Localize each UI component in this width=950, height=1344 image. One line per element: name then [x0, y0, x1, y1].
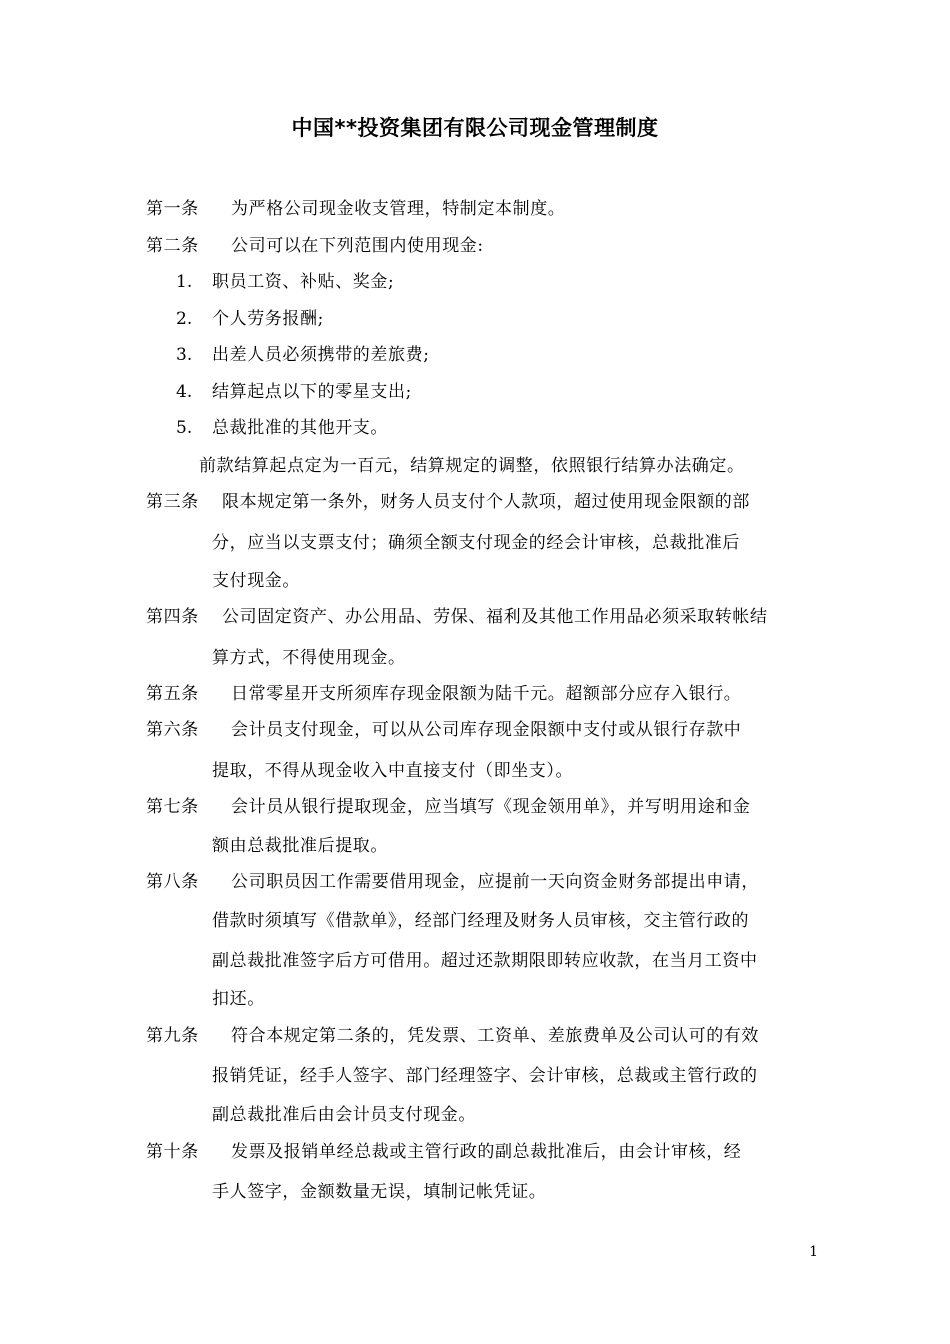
article-9-line-3: 副总裁批准后由会计员支付现金。 [212, 1105, 476, 1125]
article-4-line-1: 公司固定资产、办公用品、劳保、福利及其他工作用品必须采取转帐结 [222, 607, 768, 627]
article-9-label: 第九条 [146, 1026, 199, 1046]
article-2-note: 前款结算起点定为一百元，结算规定的调整，依照银行结算办法确定。 [199, 456, 745, 476]
article-5-text: 日常零星开支所须库存现金限额为陆千元。超额部分应存入银行。 [231, 684, 742, 704]
article-3-line-1: 限本规定第一条外，财务人员支付个人款项，超过使用现金限额的部 [222, 492, 750, 512]
list-item-text: 结算起点以下的零星支出; [212, 382, 412, 402]
article-7-line-2: 额由总裁批准后提取。 [212, 836, 388, 856]
article-10-label: 第十条 [146, 1142, 199, 1162]
article-8-line-2: 借款时须填写《借款单》，经部门经理及财务人员审核，交主管行政的 [212, 911, 750, 931]
page-title: 中国**投资集团有限公司现金管理制度 [291, 116, 659, 140]
list-item-number: 5. [176, 418, 193, 438]
article-9-line-1: 符合本规定第二条的，凭发票、工资单、差旅费单及公司认可的有效 [231, 1026, 759, 1046]
article-8-line-3: 副总裁批准签字后方可借用。超过还款期限即转应收款，在当月工资中 [212, 951, 758, 971]
list-item-text: 职员工资、补贴、奖金; [212, 272, 395, 292]
article-6-label: 第六条 [146, 720, 199, 740]
article-5-label: 第五条 [146, 684, 199, 704]
list-item-number: 4. [176, 382, 193, 402]
list-item-text: 总裁批准的其他开支。 [212, 418, 388, 438]
article-10-line-2: 手人签字，金额数量无误，填制记帐凭证。 [212, 1182, 547, 1202]
article-8-label: 第八条 [146, 872, 199, 892]
article-6-line-1: 会计员支付现金，可以从公司库存现金限额中支付或从银行存款中 [231, 720, 742, 740]
list-item-text: 个人劳务报酬; [212, 309, 324, 329]
list-item-text: 出差人员必须携带的差旅费; [212, 345, 430, 365]
article-7-line-1: 会计员从银行提取现金，应当填写《现金领用单》，并写明用途和金 [231, 797, 751, 817]
article-6-line-2: 提取，不得从现金收入中直接支付（即坐支）。 [212, 761, 574, 781]
article-1-text: 为严格公司现金收支管理，特制定本制度。 [231, 199, 566, 219]
article-9-line-2: 报销凭证，经手人签字、部门经理签字、会计审核，总裁或主管行政的 [212, 1066, 758, 1086]
list-item-number: 3. [176, 345, 193, 365]
article-2-text: 公司可以在下列范围内使用现金: [231, 236, 484, 256]
article-4-line-2: 算方式，不得使用现金。 [212, 648, 406, 668]
article-10-line-1: 发票及报销单经总裁或主管行政的副总裁批准后，由会计审核，经 [231, 1142, 742, 1162]
article-3-label: 第三条 [146, 492, 199, 512]
page-number: 1 [809, 1244, 818, 1260]
article-7-label: 第七条 [146, 797, 199, 817]
article-8-line-4: 扣还。 [212, 989, 265, 1009]
article-3-line-3: 支付现金。 [212, 571, 300, 591]
list-item-number: 2. [176, 309, 193, 329]
article-3-line-2: 分，应当以支票支付；确须全额支付现金的经会计审核，总裁批准后 [212, 533, 740, 553]
article-8-line-1: 公司职员因工作需要借用现金，应提前一天向资金财务部提出申请， [231, 872, 759, 892]
article-4-label: 第四条 [146, 607, 199, 627]
article-2-label: 第二条 [146, 236, 199, 256]
article-1-label: 第一条 [146, 199, 199, 219]
list-item-number: 1. [176, 272, 193, 292]
